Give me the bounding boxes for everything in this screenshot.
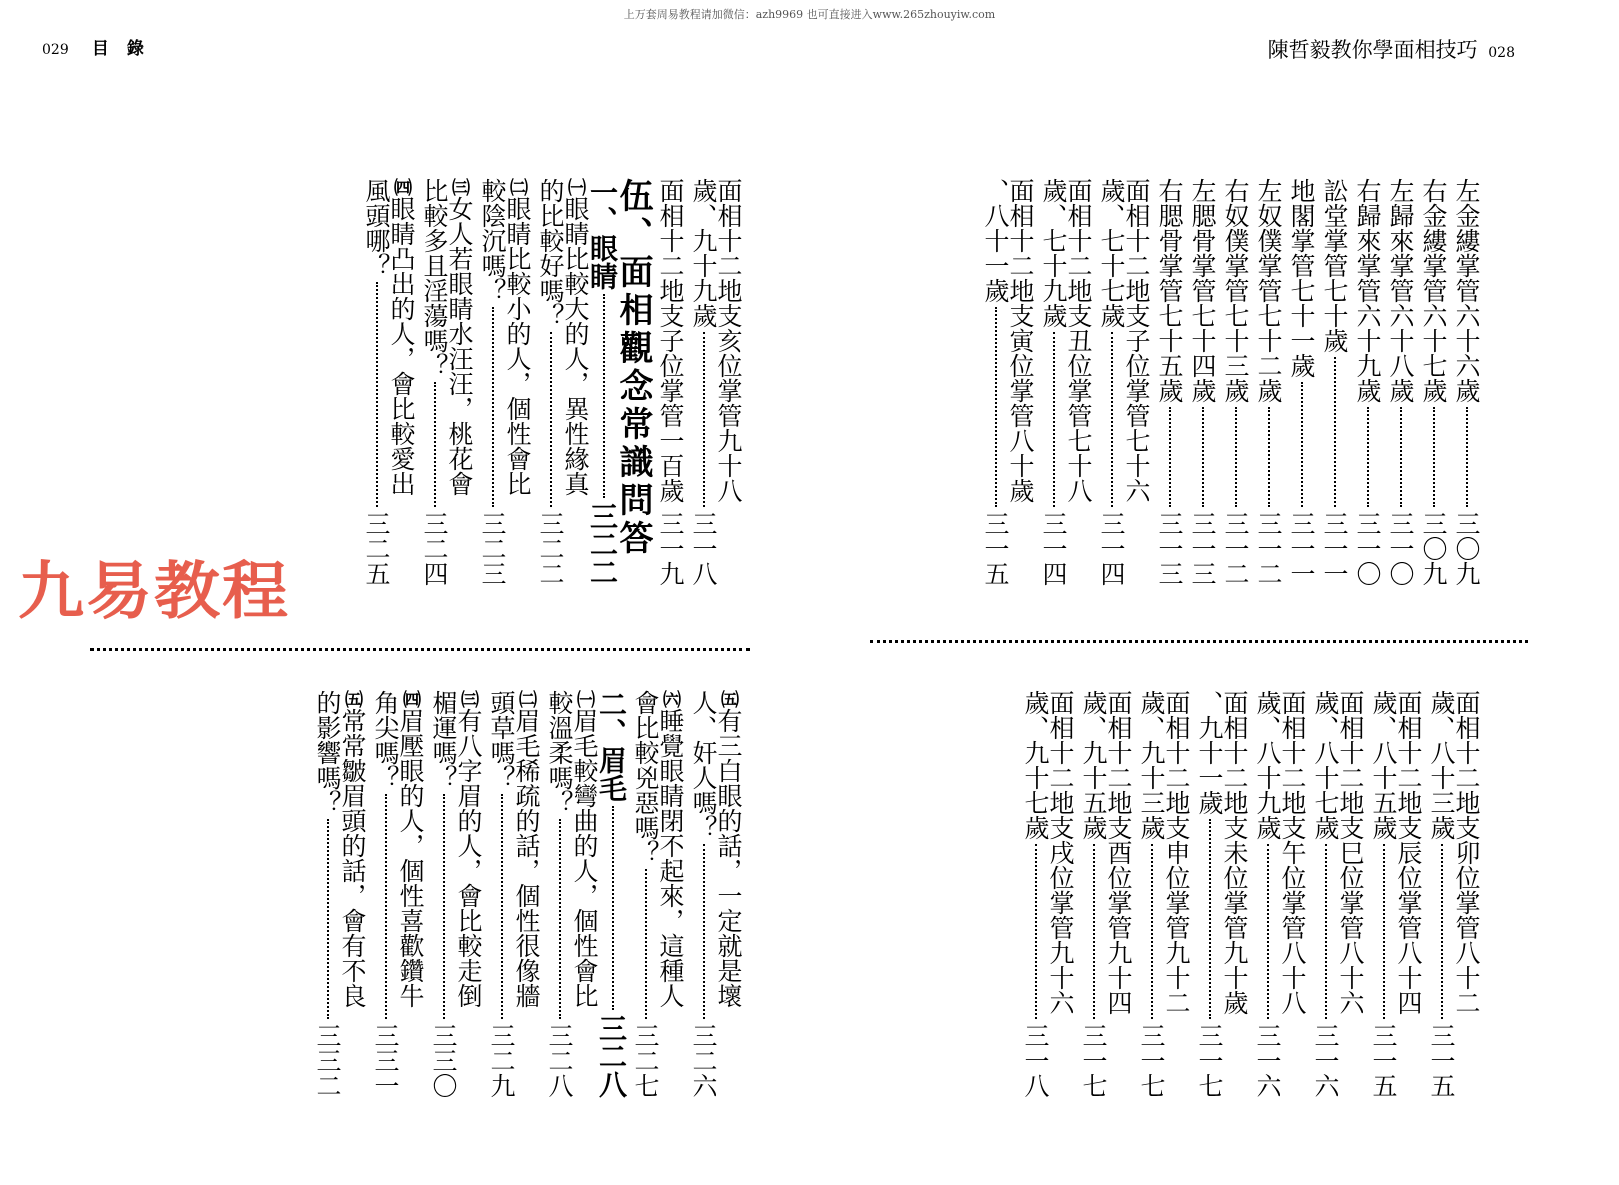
toc-entry-text: 面相十二地支戌位掌管九十六 [1046,690,1075,1015]
toc-entry-text: 較陰沉嗎？ [478,178,507,303]
toc-entry-lead[interactable] [1048,690,1073,1098]
toc-entry-text: 左金縷掌管六十六歲 [1452,178,1481,403]
toc-entry-text: 歲、七十九歲 [1039,178,1068,328]
toc-entry-text: 面相十二地支酉位掌管九十四 [1104,690,1133,1015]
toc-page-number: 三一二 [1221,511,1250,586]
toc-entry[interactable] [422,178,447,586]
left-page-title: 目錄 [91,39,162,59]
dot-leader [559,819,561,1019]
dot-leader [612,806,614,1010]
toc-entry-text: 面相十二地支午位掌管八十八 [1278,690,1307,1015]
toc-entry-text: 面相十二地支申位掌管九十二 [1162,690,1191,1015]
toc-page-number: 三二七 [631,1023,660,1098]
toc-page-number: 三三一 [371,1023,400,1098]
toc-entry-lead[interactable] [505,178,530,586]
toc-page-number: 三一〇 [1386,511,1415,586]
dot-leader [1325,844,1327,1019]
toc-entry-text: 的比較好嗎？ [536,178,565,328]
dot-leader [1400,407,1402,507]
toc-page-number: 三一八 [689,511,718,586]
dot-leader [376,282,378,507]
toc-entry-lead[interactable] [1008,178,1033,586]
toc-entry-lead[interactable] [716,178,741,586]
right-divider [870,640,1528,643]
toc-entry[interactable] [1197,690,1222,1098]
toc-entry-lead[interactable] [1396,690,1421,1098]
toc-entry-lead[interactable] [1106,690,1131,1098]
toc-entry[interactable] [1355,178,1380,586]
toc-entry[interactable] [1255,690,1280,1098]
dot-leader [1367,407,1369,507]
toc-entry-text: 眉毛稀疏的話，個性很像牆 [512,708,541,1008]
right-page-number: 028 [1488,45,1515,61]
toc-entry-text: 右奴僕掌管七十三歲 [1221,178,1250,403]
toc-entry[interactable] [538,178,563,586]
dot-leader [703,844,705,1019]
question-number: ㈢ [458,690,479,708]
toc-page-number: 三一三 [1188,511,1217,586]
toc-entry-text: 歲、九十七歲 [1021,690,1050,840]
toc-entry-text: 眼睛凸出的人，會比較愛出 [387,196,416,496]
toc-entry-lead[interactable] [514,690,539,1098]
toc-page-number: 三二四 [420,511,449,586]
right-top-toc [975,178,1479,586]
toc-entry-lead[interactable] [456,690,481,1098]
toc-page-number: 三一五 [1369,1023,1398,1098]
toc-entry-lead[interactable] [563,178,588,586]
question-number: ㈡ [507,178,528,196]
toc-page-number: 三一一 [1320,511,1349,586]
toc-entry[interactable] [1157,178,1182,586]
right-bottom-toc [1015,690,1479,1098]
toc-entry-text: 面相十二地支卯位掌管八十二 [1452,690,1481,1015]
toc-entry-lead[interactable] [1164,690,1189,1098]
toc-entry-text: 二、眉毛 [595,690,628,802]
toc-entry-lead[interactable] [658,690,683,1098]
toc-entry-text: 面相十二地支亥位掌管九十八 [714,178,743,503]
toc-entry-text: 面相十二地支丑位掌管七十八 [1064,178,1093,503]
toc-page-number: 三一五 [1427,1023,1456,1098]
toc-page-number: 三一六 [1311,1023,1340,1098]
left-bottom-toc [307,690,741,1098]
dot-leader [1334,357,1336,507]
toc-entry-text: 眉毛較彎曲的人，個性會比 [570,708,599,1008]
toc-entry-text: 面相十二地支巳位掌管八十六 [1336,690,1365,1015]
toc-page-number: 三一二 [1254,511,1283,586]
toc-entry-text: 歲、八十七歲 [1311,690,1340,840]
dot-leader [327,819,329,1019]
toc-entry-text: 比較多且淫蕩嗎？ [420,178,449,378]
toc-entry-text: 面相十二地支未位掌管九十歲 [1220,690,1249,1015]
toc-entry-text: 眼睛比較大的人，異性緣真 [561,196,590,496]
dot-leader [1268,407,1270,507]
toc-entry[interactable] [1421,178,1446,586]
toc-entry-text: 一、眼睛 [586,178,619,290]
toc-entry[interactable] [547,690,572,1098]
toc-entry-text: 有三白眼的話，一定就是壞 [714,708,743,1008]
toc-entry-text: 眉壓眼的人，個性喜歡鑽牛 [396,708,425,1008]
toc-entry-text: 歲、九十九歲 [689,178,718,328]
toc-entry[interactable] [1223,178,1248,586]
toc-entry-text: 風頭哪？ [362,178,391,278]
toc-entry-lead[interactable] [398,690,423,1098]
toc-entry[interactable] [691,178,716,586]
toc-page-number: 三一八 [1021,1023,1050,1098]
dot-leader [1383,844,1385,1019]
toc-entry[interactable] [1454,178,1479,586]
dot-leader [1202,407,1204,507]
toc-entry[interactable] [983,178,1008,586]
dot-leader [1035,844,1037,1019]
toc-page-number: 三二六 [689,1023,718,1098]
toc-page-number: 三一九 [656,511,685,586]
toc-entry[interactable] [1429,690,1454,1098]
dot-leader [1466,407,1468,507]
toc-entry-lead[interactable] [572,690,597,1098]
toc-entry[interactable] [1289,178,1314,586]
toc-entry[interactable] [489,690,514,1098]
toc-entry-text: 眼睛比較小的人，個性會比 [503,196,532,496]
toc-entry[interactable] [658,178,683,586]
dot-leader [1151,844,1153,1019]
toc-entry[interactable] [1041,178,1066,586]
toc-entry-text: 右腮骨掌管七十五歲 [1155,178,1184,403]
question-number: ㈡ [516,690,537,708]
toc-entry[interactable] [586,178,619,586]
dot-leader [1433,407,1435,507]
dot-leader [1169,407,1171,507]
dot-leader [443,794,445,1019]
toc-entry-text: 左奴僕掌管七十二歲 [1254,178,1283,403]
left-divider [90,648,750,651]
toc-page-number: 三二五 [362,511,391,586]
toc-entry-text: 右歸來掌管六十九歲 [1353,178,1382,403]
dot-leader [1093,844,1095,1019]
toc-entry-text: 會比較兇惡嗎？ [631,690,660,865]
toc-entry-text: 、八十一歲 [981,178,1010,303]
toc-entry[interactable] [431,690,456,1098]
toc-page-number: 三〇九 [1419,511,1448,586]
toc-entry-lead[interactable] [1124,178,1149,586]
toc-page-number: 三二九 [487,1023,516,1098]
toc-entry-text: 歲、八十五歲 [1369,690,1398,840]
toc-entry-lead[interactable] [1222,690,1247,1098]
toc-entry[interactable] [480,178,505,586]
toc-entry-text: 較溫柔嗎？ [545,690,574,815]
toc-entry[interactable] [1256,178,1281,586]
left-top-toc [356,178,741,586]
toc-entry-lead[interactable] [340,690,365,1098]
toc-entry-text: 女人若眼睛水汪汪，桃花會 [445,196,474,496]
toc-entry-text: 左歸來掌管六十八歲 [1386,178,1415,403]
toc-entry-text: 歲、七十七歲 [1097,178,1126,328]
toc-entry-text: 歲、八十九歲 [1253,690,1282,840]
toc-entry[interactable] [1388,178,1413,586]
dot-leader [1209,819,1211,1019]
toc-page-number: 三二八 [595,1014,628,1098]
toc-page-number: 三三〇 [429,1023,458,1098]
toc-entry-lead[interactable] [716,690,741,1098]
toc-entry-text: 左腮骨掌管七十四歲 [1188,178,1217,403]
dot-leader [492,307,494,507]
question-number: ㈣ [391,178,412,196]
toc-entry-lead[interactable] [1454,690,1479,1098]
dot-leader [1111,332,1113,507]
right-page-header [1268,34,1519,64]
toc-entry-text: 頭草嗎？ [487,690,516,790]
toc-entry[interactable] [1313,690,1338,1098]
question-number: ㈠ [574,690,595,708]
dot-leader [550,332,552,507]
toc-entry[interactable] [1190,178,1215,586]
toc-entry-text: 面相十二地支子位掌管一百歲 [656,178,685,503]
left-page-header [38,34,162,59]
toc-entry[interactable] [1081,690,1106,1098]
right-page-title: 陳哲毅教你學面相技巧 [1267,38,1478,62]
dot-leader [603,294,605,498]
question-number: ㈥ [660,690,681,708]
toc-page-number: 三一七 [1079,1023,1108,1098]
question-number: ㈠ [565,178,586,196]
toc-entry-text: 角尖嗎？ [371,690,400,790]
toc-entry-text: 常常皺眉頭的話，會有不良 [338,708,367,1008]
toc-entry[interactable] [1023,690,1048,1098]
dot-leader [1267,844,1269,1019]
toc-entry-text: 人、奸人嗎？ [689,690,718,840]
toc-entry-text: 地閣掌管七十一歲 [1287,178,1316,378]
toc-entry[interactable] [1371,690,1396,1098]
dot-leader [1301,382,1303,507]
toc-entry[interactable] [364,178,389,586]
toc-page-number: 三三二 [313,1023,342,1098]
toc-entry-text: 的影響嗎？ [313,690,342,815]
toc-page-number: 三一五 [981,511,1010,586]
section-heading: 伍、面相觀念常識問答 [613,178,653,558]
toc-entry[interactable] [1099,178,1124,586]
dot-leader [703,332,705,507]
toc-page-number: 三一七 [1137,1023,1166,1098]
dot-leader [434,382,436,507]
toc-entry[interactable] [373,690,398,1098]
toc-entry-lead[interactable] [1066,178,1091,586]
toc-page-number: 三一三 [1155,511,1184,586]
toc-page-number: 三一〇 [1353,511,1382,586]
dot-leader [1235,407,1237,507]
toc-entry-text: 歲、八十三歲 [1427,690,1456,840]
toc-entry-text: 歲、九十三歲 [1137,690,1166,840]
toc-entry[interactable] [595,690,628,1098]
toc-page-number: 三一四 [1097,511,1126,586]
toc-entry-text: 訟堂掌管七十歲 [1320,178,1349,353]
toc-page-number: 三二二 [586,502,619,586]
watermark-logo: 九易教程 [18,554,290,628]
toc-entry-text: 有八字眉的人，會比較走倒 [454,708,483,1008]
toc-page-number: 三一一 [1287,511,1316,586]
toc-entry[interactable] [315,690,340,1098]
dot-leader [645,869,647,1019]
toc-page-number: 三二八 [545,1023,574,1098]
toc-entry-lead[interactable] [447,178,472,586]
toc-page-number: 三一六 [1253,1023,1282,1098]
question-number: ㈣ [400,690,421,708]
toc-page-number: 三〇九 [1452,511,1481,586]
question-number: ㈤ [342,690,363,708]
dot-leader [1441,844,1443,1019]
toc-entry-lead[interactable] [1338,690,1363,1098]
toc-entry-text: 楣運嗎？ [429,690,458,790]
toc-entry[interactable] [1139,690,1164,1098]
toc-entry-text: 面相十二地支辰位掌管八十四 [1394,690,1423,1015]
toc-entry-lead[interactable] [1280,690,1305,1098]
toc-page-number: 三一四 [1039,511,1068,586]
toc-entry-text: 右金縷掌管六十七歲 [1419,178,1448,403]
dot-leader [501,794,503,1019]
toc-entry[interactable] [691,690,716,1098]
toc-entry[interactable] [633,690,658,1098]
dot-leader [995,307,997,507]
toc-page-number: 三二二 [536,511,565,586]
toc-entry-text: 歲、九十五歲 [1079,690,1108,840]
question-number: ㈢ [449,178,470,196]
toc-entry-text: 睡覺眼睛閉不起來，這種人 [656,708,685,1008]
download-notice: 上万套周易教程请加微信：azh9969 也可直接进入www.265zhouyiw.com [623,8,996,21]
toc-entry-text: 面相十二地支寅位掌管八十歲 [1006,178,1035,503]
dot-leader [1053,332,1055,507]
toc-page-number: 三一七 [1195,1023,1224,1098]
toc-entry[interactable] [1322,178,1347,586]
left-page-number: 029 [42,42,69,58]
toc-entry-lead[interactable] [389,178,414,586]
toc-entry-text: 、九十一歲 [1195,690,1224,815]
toc-entry-text: 面相十二地支子位掌管七十六 [1122,178,1151,503]
toc-page-number: 三二三 [478,511,507,586]
dot-leader [385,794,387,1019]
question-number: ㈤ [718,690,739,708]
